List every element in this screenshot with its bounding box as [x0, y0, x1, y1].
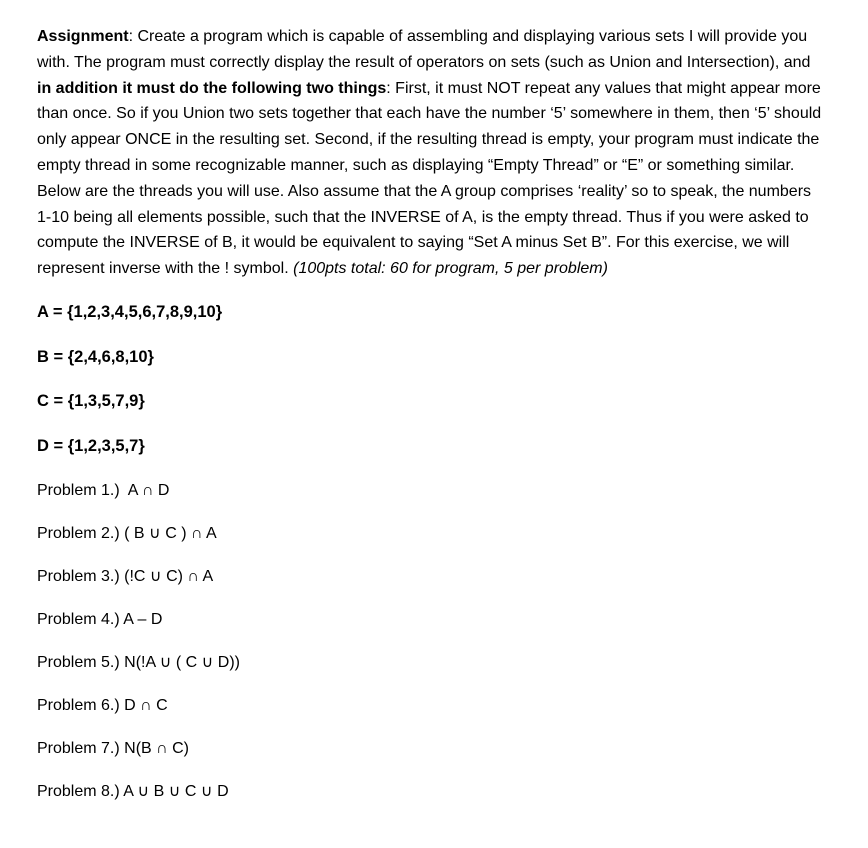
problem-6: Problem 6.) D ∩ C [37, 697, 168, 715]
problem-1: Problem 1.) A ∩ D [37, 481, 170, 499]
problem-4: Problem 4.) A – D [37, 611, 163, 628]
assignment-points: (100pts total: 60 for program, 5 per problem) [293, 260, 608, 278]
set-d-definition: D = {1,2,3,5,7} [37, 437, 145, 456]
assignment-text-part1: : Create a program which is capable of assembling and displaying various sets I will provide you with. The program must correctly display the result of operators on sets (such as Union and Intersection), and [37, 28, 811, 71]
assignment-text-part2: : First, it must NOT repeat any values that might appear more than once. So if you Union two sets together that each have the number ‘5’ somewhere in them, then ‘5’ should only appear ONCE in the resulting set. Second, if the resulting thread is empty, your program must indicate the empty thread in some recognizable manner, such as displaying “Empty Thread” or “E” or something similar. Below are the threads you will use. Also assume that the A group comprises ‘reality’ so to speak, the numbers 1-10 being all elements possible, such that the INVERSE of A, is the empty thread. Thus if you were asked to compute the INVERSE of B, it would be equivalent to saying “Set A minus Set B”. For this exercise, we will represent inverse with the ! symbol. [37, 79, 822, 278]
problem-3: Problem 3.) (!C ∪ C) ∩ A [37, 567, 214, 585]
set-c-definition: C = {1,3,5,7,9} [37, 392, 145, 411]
problem-2: Problem 2.) ( B ∪ C ) ∩ A [37, 524, 217, 542]
assignment-emphasis: in addition it must do the following two things [37, 79, 387, 97]
problem-7: Problem 7.) N(B ∩ C) [37, 740, 189, 758]
set-a-definition: A = {1,2,3,4,5,6,7,8,9,10} [37, 302, 223, 321]
problem-5: Problem 5.) N(!A ∪ ( C ∪ D)) [37, 654, 240, 672]
assignment-paragraph [37, 24, 828, 282]
set-b-definition: B = {2,4,6,8,10} [37, 347, 154, 366]
problem-list [37, 469, 828, 814]
set-definitions [37, 290, 828, 469]
problem-8: Problem 8.) A ∪ B ∪ C ∪ D [37, 783, 229, 801]
assignment-label: Assignment [37, 28, 129, 45]
